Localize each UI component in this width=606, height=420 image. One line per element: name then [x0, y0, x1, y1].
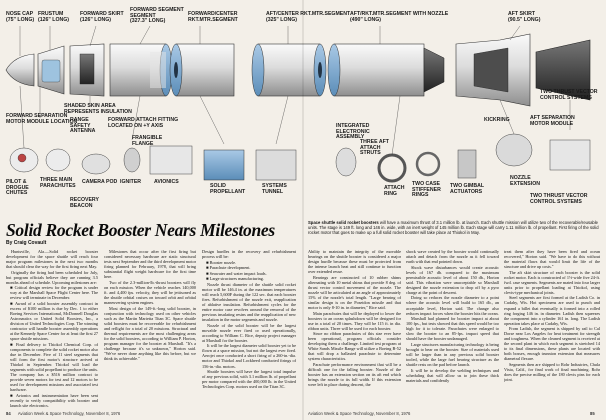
label-kickring: KICKRING — [484, 117, 510, 123]
label-systems-tunnel: SYSTEMS TUNNEL — [262, 183, 287, 195]
paragraph: Nozzle thrust diameter of the shuttle solid rocket motor will be 146.4 in. at the maximum temperatures will reach 5,600F during the 122 sec. that each booster fires. Refurbishment of the nozzle exit, reapplication of ablative insulation. Refurbishment cycles for the entire motor case revolves around the removal of the previous insulating resins and the reapplication of new insulation in the motor segments and nozzle. — [202, 281, 296, 323]
igniter-shape — [124, 148, 140, 172]
paragraph: The aft skirt structure of each booster is the solid rocket motor. Each is constructed of 1½-wide five 24-ft. fwd. case segments. Segments are mated into four larger units prior to propellant loading at Thiokol, using clevis-type mechanical joints. — [504, 269, 600, 295]
paragraph: Nozzle of the solid booster will be the largest movable nozzle ever fired or used operationally, according to William C. Rice, deputy project manager at Marshall for the booster. — [202, 322, 296, 343]
label-tvc-lower: TWO THRUST VECTOR CONTROL SYSTEMS — [530, 193, 588, 205]
figure-caption — [308, 220, 600, 235]
kickring-shape — [496, 134, 532, 166]
paragraph: Main parachutes that will be deployed to lower the boosters to an ocean splashdown will be designed for use in a total of 20 times. They will be 115 ft. in dia. ribbon units. Three will be used for each booster. — [308, 310, 401, 331]
forward-center-segment-shape — [176, 44, 234, 96]
label-camera-pod: CAMERA POD — [82, 179, 118, 185]
label-igniter: IGNITER — [120, 179, 142, 185]
column-1 — [6, 249, 98, 409]
label-frangible-flange: FRANGIBLE FLANGE — [132, 135, 163, 147]
paragraph: Large structures manufacturing technology is being brought to bear on the booster. Size of materials used will be larger than in any previous solid booster tooled, while the large fuel bearing structure as the shuttle rests on the pad before launch. — [406, 341, 499, 368]
paragraph: ■ Avionics and instrumentation have been sent recently to verify compatibility with booster and launch site electronics. — [10, 392, 98, 408]
page-number-left: 84 — [6, 411, 11, 416]
label-attach-ring: ATTACH RING — [384, 185, 405, 197]
paragraph: Steel segments are first formed at the Ladish Co. in Cudahy, Wis. Hot specimens are used to punch and expand a billet that eventually is formed into a rolled ring forging 146 in. in diameter. Ladish then squeezes the component into a cylinder 161 in. long. The Ladish operation takes place at Cudahy, Wis. — [504, 295, 600, 326]
camera-pod-shape — [82, 154, 110, 174]
paragraph: ■ Large structures manufacturing. — [206, 276, 264, 282]
footer-right-text: Aviation Week & Space Technology, November 8, 1976 — [308, 411, 411, 416]
caption-lead: Space shuttle solid rocket boosters — [308, 220, 379, 225]
paragraph: ■ Seawater and water impact loads. — [206, 270, 267, 276]
label-forward-center-segment: FORWARD/CENTER RKT.MTR.SEGMENT — [188, 11, 238, 23]
paragraph: It will be to develop the welding techniques and scheduling that will allow us to join these thick materials and confidently — [406, 367, 499, 383]
integrated-electronic-shape — [336, 148, 356, 176]
label-frustum: FRUSTUM (126" LONG) — [38, 11, 69, 23]
label-forward-separation: FORWARD SEPARATION MOTOR MODULE LOCATION — [6, 113, 78, 125]
paragraph: Since no ribbon parachutes of this size ever have been operational, program officials consider developing them a challenge. Limited test program at White Sands Missile Range will utilize a Boeing B-52 that will drop a ballasted parachute to determine system characteristics. — [308, 331, 401, 362]
paragraph: ■ Final delivery to Thiokol Chemical Corp. of components to complete the solid rocket motor also due in December. Five of 11 steel segments that will form the first motor's structure arrived at Thiokol in September. Thiokol will load the segments with solid propellant to produce the units. The company has a $516 million contract to provide seven motors for test and 12 motors to be used for development missions and associated test hardware. — [10, 341, 98, 393]
footer-right — [308, 411, 595, 416]
label-aft-center-segment: AFT/CENTER RKT.MTR.SEGMENT (325" LONG) — [266, 11, 351, 23]
paragraph: Shuttle boosters will have the largest total impulse of any previous solid, with 3.1 million lb. of propellant per motor compared with the 400,000 lb. in the United Technologies Corp. motors used on the Titan 3C. — [202, 369, 296, 390]
label-forward-attach: FORWARD ATTACH FITTING LOCATED ON +Y AXIS — [108, 117, 179, 129]
stiffener-ring-shape — [417, 153, 439, 175]
paragraph: Parachute performance environment that will be a difficult one for the falling booster. Nozzle of the booster has an extension section on its aft end which brings the nozzle to its full width. If this extension were left in place during descent, the — [308, 362, 401, 388]
paragraph: Originally the firing had been scheduled for July, but program officials believe they are running 3.5 months ahead of schedule. Upcoming milestones are: — [6, 269, 98, 285]
aft-segment-shape — [334, 44, 424, 96]
tvc-system-shape — [550, 140, 590, 170]
label-avionics: AVIONICS — [154, 179, 179, 185]
paragraph: Bearings are constructed of 10 rubber shims alternating with 10 metal shims that provide 8 deg. of thrust vector control movement of the nozzle. The nozzle will be articulated at an angle of approximately 15% of the nozzle's total length. "Large bearing of similar design is on the Poseidon missile and that motor is only 8-10 in. in diameter," Rice said. — [308, 274, 401, 311]
solid-propellant-shape — [204, 150, 244, 180]
label-solid-propellant: SOLID PROPELLANT — [210, 183, 246, 195]
caption-body: will have a maximum thrust of 3.1 million lb. at launch. Each shuttle mission will utilize two of the recoverable/reusable units. The stage is 149 ft. long and 146 in. wide, with an inert weight of 145 million lb. Each stage will carry 1.11 million lb. of propellant. First firing of the solid rocket motor that goes to make up a full solid rocket booster will take place at Thiokol in May. — [308, 220, 599, 235]
paragraph: From Ladish, the segment is shipped by rail to Cal Dorse near Los Angeles for heat treatment for strength and toughness. When the cleaned segment is received at the second plant in which each segment is stretched 14 to its final dimensions, these plants are located with both bosses, enough trunnion extension that measures diametral flexure. — [504, 326, 600, 362]
paragraph: Doing so reduces the nozzle diameter to a point where the acoustic level will build to 165 db., an acceptable level, Horton said. The change also reduces impact forces when the booster hits the ocean. — [406, 295, 499, 316]
paragraph: ■ Award of a solid booster assembly contract in excess of $100 million is due by Dec. 1 to either Boeing Services International, McDonnell Douglas Astronautics or United Solid Boosters, Inc., a division of United Technologies Corp. The winning contractor will handle booster assembly operations at the Kennedy Space Center for at least the first 27 space shuttle missions. — [10, 300, 98, 342]
paragraph: Ability to maintain the integrity of the movable bearings on the shuttle booster is considered a major design hurdle because these must be protected from the intense launch heat and still continue to function over extended reuse. — [308, 249, 401, 275]
column-6 — [504, 249, 600, 409]
paragraph: Two of the 2.3-million-lb.-thrust boosters will fly on each mission. When the vehicle reaches 140,000 ft. and 4,400 fps. velocity, they will be jettisoned as the shuttle orbital cruises on toward orbit and orbital maneuvering system engines. — [104, 279, 196, 305]
label-nose-cap: NOSE CAP (75" LONG) — [6, 11, 35, 23]
label-two-case-stiffener: TWO CASE STIFFENER RINGS — [412, 181, 441, 199]
nose-cap-shape — [6, 54, 34, 86]
footer-left-text: Aviation Week & Space Technology, November 8, 1976 — [17, 411, 121, 416]
column-4 — [308, 249, 401, 409]
paragraph: Marshall had planned for booster impact at about 100 fps., but tests showed that this speed would be too high for it to tolerate. Parachutes were enlarged to slow the booster to an 85-fps. impact speed that should have the booster undamaged. — [406, 316, 499, 342]
label-tvc-upper: TWO THRUST VECTOR CONTROL SYSTEMS — [540, 89, 598, 101]
paragraph: ■ Critical design review for the program is under way at the Marshall Space Flight Center here. The review will terminate in December. — [10, 285, 98, 301]
avionics-shape — [150, 146, 192, 174]
attach-ring-shape — [379, 155, 405, 181]
column-2 — [104, 249, 196, 409]
label-nozzle-extension: NOZZLE EXTENSION — [510, 175, 540, 187]
paragraph: Most design of the 149-ft.-long solid booster, in conjunction with technology used on other vehicles such as the Martin Marietta Titan 3C. Space shuttle solid boosters must be recoverable for refurbishment and reflight for a total of 20 missions. Structural and thermal requirements are the most challenging areas for the solid boosters, according to William P. Horton, program manager for the booster at Marshall. "It's a challenge because it's so unknown," Horton said. "We've never done anything like this before, but we think its achievable." — [104, 305, 196, 361]
label-aft-segment-nozzle: AFT/RKT.MTR.SEGMENT WITH NOZZLE (490" LONG) — [350, 11, 449, 23]
article-byline: By Craig Covault — [6, 240, 47, 246]
paragraph: Segments then are shipped to Rohr Industries, Chula Vista, Calif., for final work of final machining. Rohr does the precise milling of the 180 clevis pins for each joint. — [504, 362, 600, 383]
label-two-gimbal: TWO GIMBAL ACTUATORS — [450, 183, 484, 195]
label-pilot-drogue: PILOT & DROGUE CHUTES — [6, 179, 29, 197]
paragraph: Milestones that occur after the first firing but considered necessary hardware are static structural tests next September and the third development motor firing planned for February, 1978, that will bring substantial flight weight hardware for the first time here. — [104, 249, 196, 280]
systems-tunnel-shape — [256, 150, 296, 180]
paragraph: ■ Booster nozzle. — [206, 259, 237, 265]
paragraph: ■ Parachute development. — [206, 265, 251, 271]
label-range-safety: RANGE SAFETY ANTENNA — [70, 117, 96, 135]
gimbal-actuator-shape — [458, 150, 476, 178]
label-forward-segment: FORWARD SEGMENT SEGMENT (327.3" LONG) — [130, 7, 184, 25]
page-number-right: 85 — [590, 411, 595, 416]
label-three-main: THREE MAIN PARACHUTES — [40, 177, 76, 189]
paragraph: Shock wave disturbances would create acoustic levels of 167 db. compared to the maximum permissible acoustic level of about 150 db., Horton said. This vibration were unacceptable so Marshall designed the nozzle extension to drop off by a pyro charge at the point of descent. — [406, 264, 499, 295]
label-recovery-beacon: RECOVERY BEACON — [70, 197, 99, 209]
paragraph: treat them after they have been fired and ocean recovered," Horton said. "We have to do this without the material flaws that would limit the life of the structure and drive up costs." — [504, 249, 600, 270]
column-5 — [406, 249, 499, 409]
main-parachute-shape — [46, 149, 70, 171]
page-gutter — [302, 0, 304, 420]
paragraph: Huntsville, Ala.—Solid rocket booster development for the space shuttle will reach four major program milestones in the next two months that should clear the way for the first firing next May. — [6, 249, 98, 270]
aft-center-segment-shape — [258, 44, 320, 96]
label-shaded-skin: SHADED SKIN AREA REPRESENTS INSULATION — [64, 103, 132, 115]
column-3 — [202, 249, 296, 409]
paragraph: Design hurdles in the recovery and refurbishment process will be: — [202, 249, 296, 260]
label-aft-separation: AFT SEPARATION MOTOR MODULE — [530, 115, 575, 127]
label-aft-skirt: AFT SKIRT (90.5" LONG) — [508, 11, 541, 23]
footer-left — [6, 411, 120, 416]
label-forward-skirt: FORWARD SKIRT (126" LONG) — [80, 11, 124, 23]
paragraph: It will be the largest diameter solid booster yet to be flown at a space mission, but not the largest ever fired. Aerojet once conducted a short firing of a 260-in.-dia. motor and Thiokol and Lockheed conducted firings of 156-in.-dia. motors. — [202, 343, 296, 369]
label-integrated-electronic: INTEGRATED ELECTRONIC ASSEMBLY — [336, 123, 370, 141]
article-title: Solid Rocket Booster Nears Milestones — [6, 220, 275, 240]
label-three-aft-struts: THREE AFT ATTACH STRUTS — [360, 139, 389, 157]
paragraph: shock wave created by the booster would continually attach and detach from the nozzle as it fell toward earth with that end pointed down. — [406, 249, 499, 265]
